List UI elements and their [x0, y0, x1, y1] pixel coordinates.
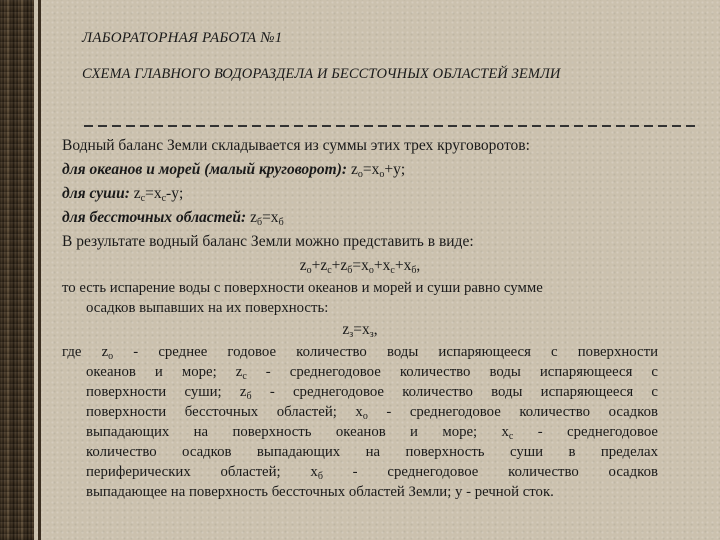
border-line	[38, 0, 41, 540]
legend-line: океанов и море; $z_с$ - среднегодовое количество воды испаряющееся с	[86, 364, 658, 382]
explanation-paragraph: то есть испарение воды с поверхности океанов и морей и суши равно сумме осадков выпавших на их поверхность:	[62, 280, 543, 316]
legend-line: периферических областей; $x_б$ - среднегодовое количество осадков	[86, 464, 658, 482]
legend-line: выпадающее на поверхность бессточных областей Земли; y - речной сток.	[86, 484, 554, 500]
slide-title: ЛАБОРАТОРНАЯ РАБОТА №1	[82, 30, 283, 46]
legend-line: количество осадков выпадающих на поверхность суши в пределах	[86, 444, 658, 460]
legend-line: выпадающих на поверхность океанов и море; $x_с$ - среднегодовое	[86, 424, 658, 442]
legend-line: где $z_о$ - среднее годовое количество воды испаряющееся с поверхности	[62, 344, 658, 362]
legend-paragraph	[62, 342, 658, 502]
endorheic-equation: для бессточных областей: $z_б=x_б$	[62, 209, 284, 228]
slide-body	[62, 134, 658, 502]
intro-text: Водный баланс Земли складывается из суммы этих трех круговоротов:	[62, 137, 530, 154]
dashed-divider	[84, 125, 698, 127]
land-equation: для суши: $z_с=x_с-y$;	[62, 185, 184, 204]
legend-line: поверхности бессточных областей; $x_о$ - среднегодовое количество осадков	[86, 404, 658, 422]
total-formula: $z_з=x_з$,	[342, 321, 378, 340]
land-label: для суши:	[62, 185, 130, 202]
endorheic-label: для бессточных областей:	[62, 209, 247, 226]
ocean-label: для океанов и морей (малый круговорот):	[62, 161, 348, 178]
legend-line: поверхности суши; $z_б$ - среднегодовое количество воды испаряющееся с	[86, 384, 658, 402]
result-text: В результате водный баланс Земли можно представить в виде:	[62, 233, 474, 250]
slide-subtitle: СХЕМА ГЛАВНОГО ВОДОРАЗДЕЛА И БЕССТОЧНЫХ ОБЛАСТЕЙ ЗЕМЛИ	[82, 66, 561, 82]
ocean-equation: для океанов и морей (малый круговорот): $z_о=x_о+y$;	[62, 161, 406, 180]
balance-formula: $z_о+z_с+z_б=x_о+x_с+x_б$,	[299, 257, 421, 276]
decorative-border	[0, 0, 34, 540]
